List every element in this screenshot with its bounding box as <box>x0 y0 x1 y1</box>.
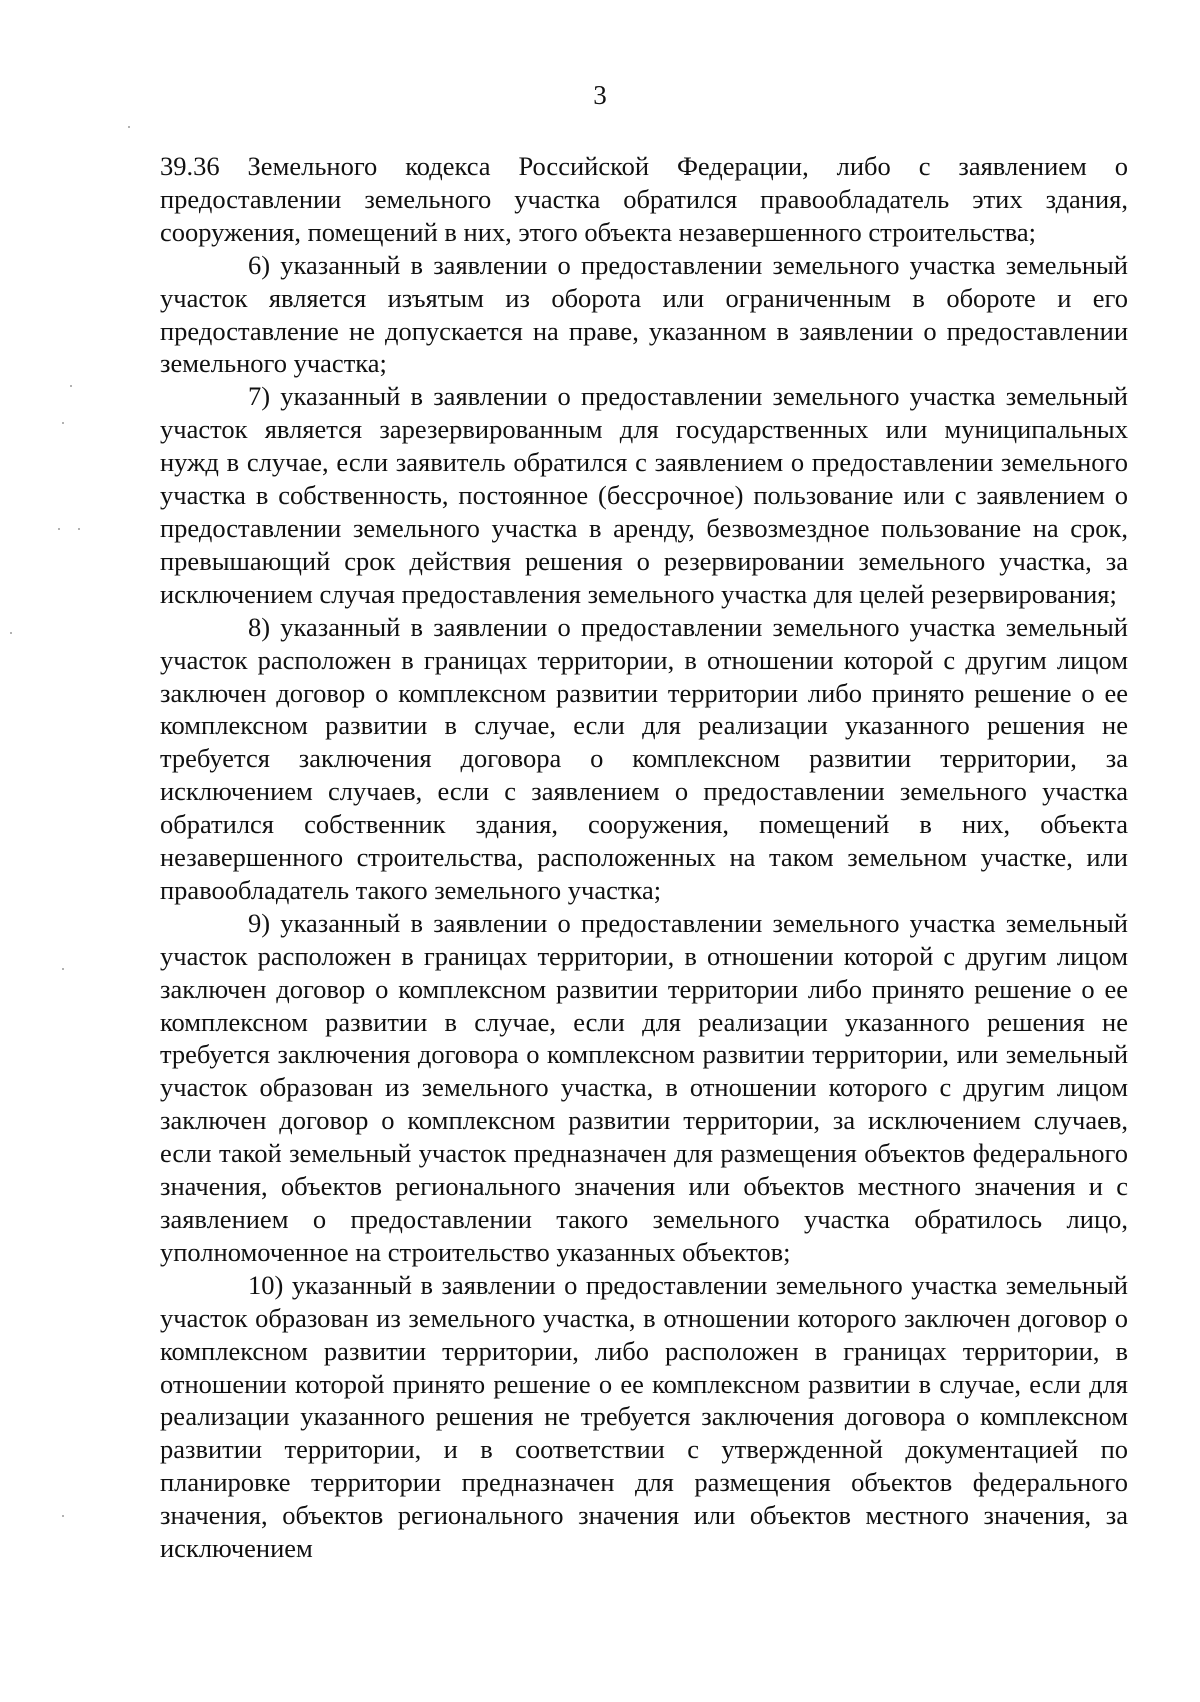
scan-speck <box>62 1515 64 1517</box>
paragraph-continuation: 39.36 Земельного кодекса Российской Федерации, либо с заявлением о предоставлении земельного участка обратился правообладатель этих здания, сооружения, помещений в них, этого объекта незавершенного строительства; <box>160 151 1128 247</box>
scan-speck <box>58 528 60 530</box>
paragraph-item-8: 8) указанный в заявлении о предоставлении земельного участка земельный участок расположен в границах территории, в отношении которой с другим лицом заключен договор о комплексном развитии территории либо принято решение о ее комплексном развитии в случае, если для реализации указанного решения не требуется заключения договора о комплексном развитии территории, за исключением случаев, если с заявлением о предоставлении земельного участка обратился собственник здания, сооружения, помещений в них, объекта незавершенного строительства, расположенных на таком земельном участке, или правообладатель такого земельного участка; <box>160 611 1128 905</box>
scan-speck <box>62 968 64 970</box>
page-number: 3 <box>593 80 607 110</box>
paragraph-item-10: 10) указанный в заявлении о предоставлении земельного участка земельный участок образован из земельного участка, в отношении которого заключен договор о комплексном развитии территории, либо расположен в границах территории, в отношении которой принято решение о ее комплексном развитии в случае, если для реализации указанного решения не требуется заключения договора о комплексном развитии территории, и в соответствии с утвержденной документацией по планировке территории предназначен для размещения объектов федерального значения, объектов регионального значения или объектов местного значения, за исключением <box>160 1269 1128 1564</box>
scan-speck <box>78 528 80 530</box>
paragraph-item-9: 9) указанный в заявлении о предоставлении земельного участка земельный участок расположен в границах территории, в отношении которой с другим лицом заключен договор о комплексном развитии территории либо принято решение о ее комплексном развитии в случае, если для реализации указанного решения не требуется заключения договора о комплексном развитии территории, или земельный участок образован из земельного участка, в отношении которого с другим лицом заключен договор о комплексном развитии территории, за исключением случаев, если такой земельный участок предназначен для размещения объектов федерального значения, объектов регионального значения или объектов местного значения и с заявлением о предоставлении такого земельного участка обратилось лицо, уполномоченное на строительство указанных объектов; <box>160 907 1128 1267</box>
scan-speck <box>10 632 12 634</box>
scan-speck <box>70 385 72 387</box>
scan-speck <box>62 422 64 424</box>
paragraph-item-6: 6) указанный в заявлении о предоставлении земельного участка земельный участок является изъятым из оборота или ограниченным в обороте и его предоставление не допускается на праве, указанном в заявлении о предоставлении земельного участка; <box>160 249 1128 379</box>
document-body <box>160 150 1128 1565</box>
scan-speck <box>128 126 130 128</box>
paragraph-item-7: 7) указанный в заявлении о предоставлении земельного участка земельный участок является зарезервированным для государственных или муниципальных нужд в случае, если заявитель обратился с заявлением о предоставлении земельного участка в собственность, постоянное (бессрочное) пользование или с заявлением о предоставлении земельного участка в аренду, безвозмездное пользование на срок, превышающий срок действия решения о резервировании земельного участка, за исключением случая предоставления земельного участка для целей резервирования; <box>160 381 1128 609</box>
